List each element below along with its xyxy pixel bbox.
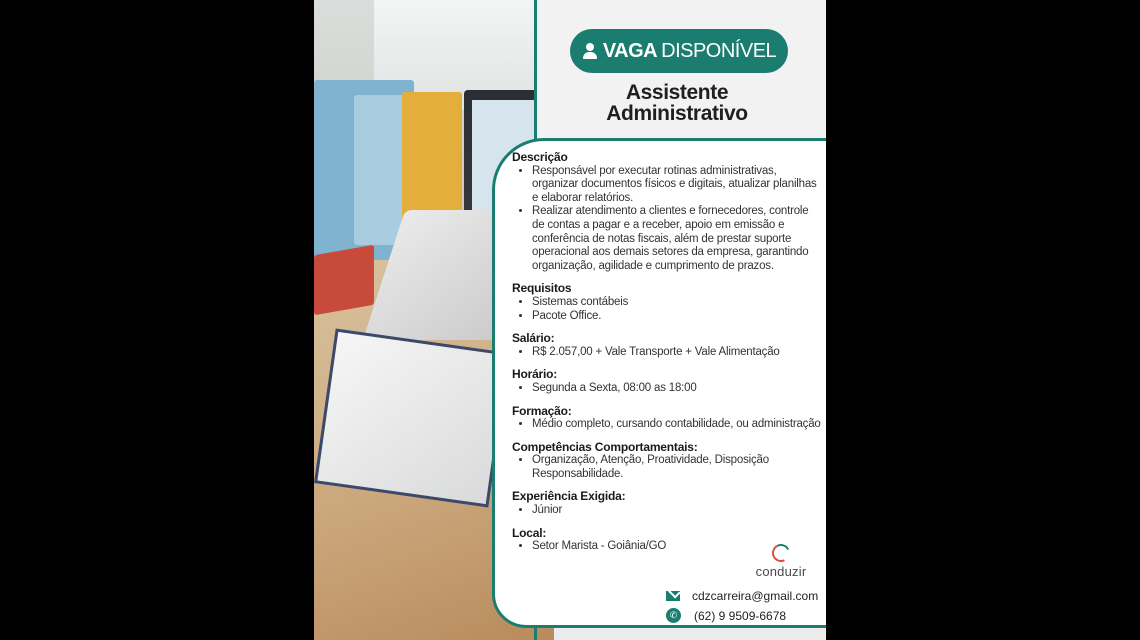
list-item: • Pacote Office.: [532, 310, 822, 324]
job-details: [512, 151, 822, 563]
list-item: • Setor Marista - Goiânia/GO: [532, 540, 822, 554]
phone-text[interactable]: (62) 9 9509-6678: [694, 608, 787, 623]
list-item: • Responsável por executar rotinas administrativas, organizar documentos físicos e digitais, atualizar planilhas e elaborar relatórios.: [532, 165, 822, 206]
phone-icon: ✆: [666, 608, 681, 623]
logo-ring-icon: [769, 541, 792, 564]
mail-icon: [666, 591, 680, 601]
list-item: • Júnior: [532, 504, 822, 518]
email-text[interactable]: cdzcarreira@gmail.com: [692, 589, 819, 603]
list-item: • Sistemas contábeis: [532, 296, 822, 310]
list-item: • R$ 2.057,00 + Vale Transporte + Vale Alimentação: [532, 346, 822, 360]
section-formacao: Formação: • Médio completo, cursando contabilidade, ou administração: [512, 405, 822, 432]
job-title: Assistente Administrativo: [606, 81, 748, 125]
person-icon: [582, 43, 598, 59]
section-requisitos: Requisitos • Sistemas contábeis • Pacote Office.: [512, 282, 822, 323]
list-item: • Organização, Atenção, Proatividade, Disposição Responsabilidade.: [532, 454, 822, 481]
conduzir-logo: conduzir: [750, 544, 812, 579]
section-horario: Horário: • Segunda a Sexta, 08:00 as 18:00: [512, 368, 822, 395]
section-descricao: Descrição • Responsável por executar rotinas administrativas, organizar documentos físicos e digitais, atualizar planilhas e elaborar relatórios. • Realizar atendimento a clientes e fornecedores, controle de contas a pagar e a receber, apoio em emissão e conferência de notas fiscais, além de prestar suporte operacional aos demais setores da empresa, garantindo organização, agilidade e cumprimento de prazos.: [512, 151, 822, 273]
section-salario: Salário: • R$ 2.057,00 + Vale Transporte + Vale Alimentação: [512, 332, 822, 359]
phone-contact[interactable]: [666, 608, 786, 623]
email-contact[interactable]: [666, 589, 818, 603]
section-experiencia: Experiência Exigida: • Júnior: [512, 490, 822, 517]
job-poster: [314, 0, 826, 640]
vacancy-badge: VAGA DISPONÍVEL: [570, 29, 788, 73]
list-item: • Realizar atendimento a clientes e fornecedores, controle de contas a pagar e a receber, apoio em emissão e conferência de notas fiscais, além de prestar suporte operacional aos demais setores da empresa, garantindo organização, agilidade e cumprimento de prazos.: [532, 205, 822, 273]
list-item: • Médio completo, cursando contabilidade, ou administração: [532, 418, 822, 432]
list-item: • Segunda a Sexta, 08:00 as 18:00: [532, 382, 822, 396]
section-local: Local: • Setor Marista - Goiânia/GO: [512, 527, 822, 554]
section-competencias: Competências Comportamentais: • Organização, Atenção, Proatividade, Disposição Responsabilidade.: [512, 441, 822, 482]
